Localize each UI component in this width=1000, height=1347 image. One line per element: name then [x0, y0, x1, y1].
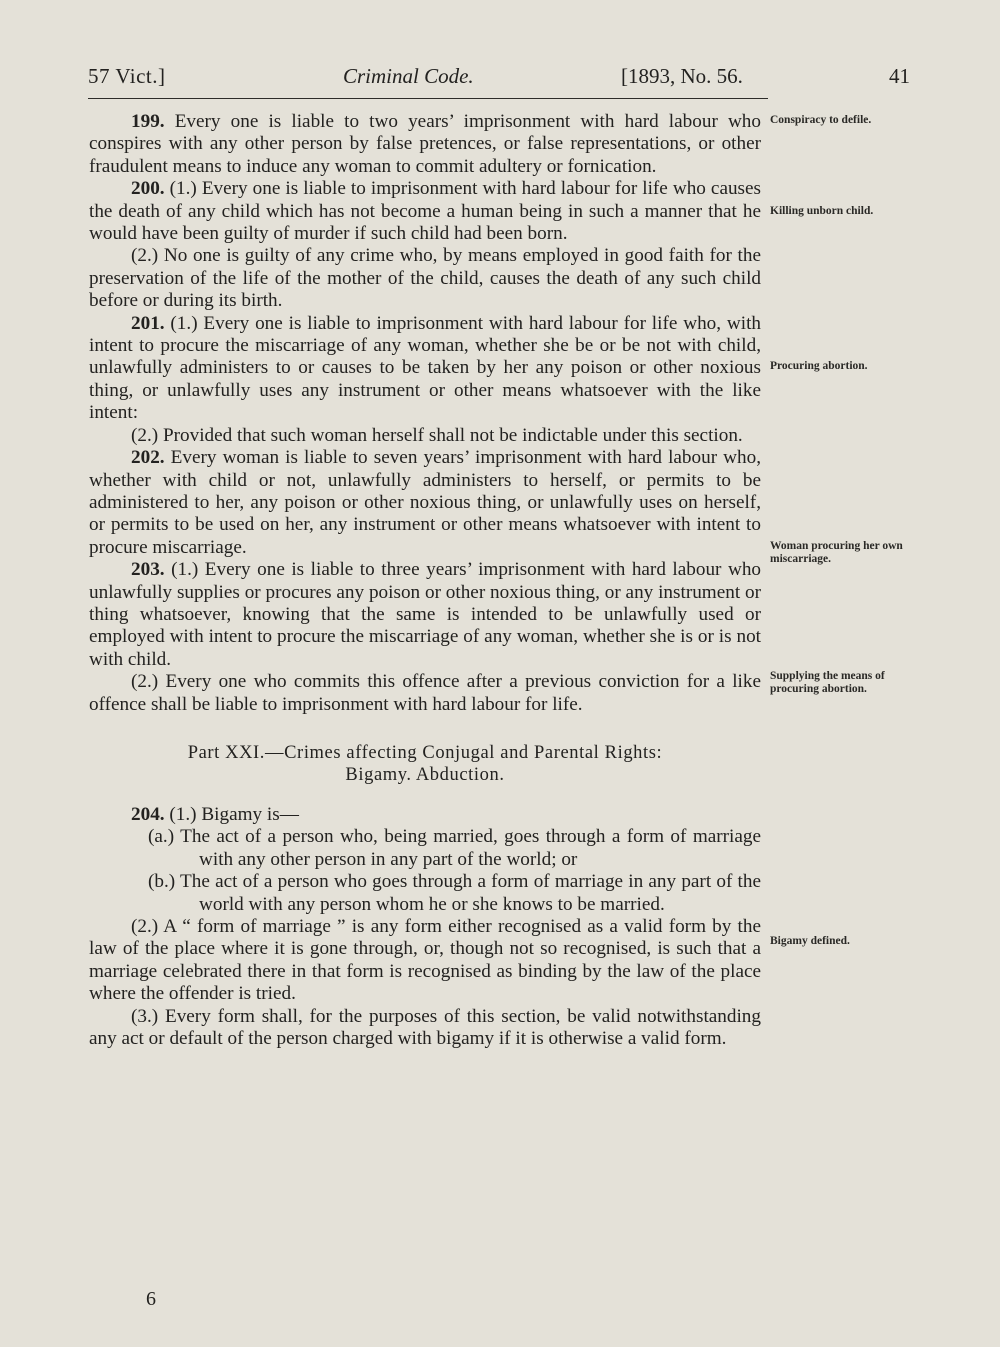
section-203-subsection-2: (2.) Every one who commits this offence after a previous conviction for a like offence shall be liable to imprisonment with hard labour for life. — [89, 671, 761, 715]
section-200-subsection-2: (2.) No one is guilty of any crime who, by means employed in good faith for the preservation of the life of the mother of the child, causes the death of any such child before or during its birth. — [89, 245, 761, 312]
margin-note-killing-unborn-child: Killing unborn child. — [770, 205, 874, 217]
section-text: (1.) Bigamy is— — [169, 803, 299, 825]
page-number: 41 — [889, 64, 910, 88]
section-204-item-b: (b.) The act of a person who goes through a form of marriage in any part of the world with any person whom he or she knows to be married. — [148, 871, 761, 915]
section-number: 202. — [131, 447, 165, 469]
header-rule — [88, 98, 768, 99]
section-text: (1.) Every one is liable to imprisonment with hard labour for life who, with intent to procure the miscarriage of any woman, whether she be or be not with child, unlawfully administers to or causes to be taken by her any poison or other noxious thing, or unlawfully uses any instrument or other means whatsoever with the like intent: — [89, 312, 761, 424]
part-heading-line-1: Part XXI.—Crimes affecting Conjugal and Parental Rights: — [187, 742, 663, 763]
margin-note-bigamy-defined: Bigamy defined. — [770, 935, 850, 947]
header-title: Criminal Code. — [343, 64, 474, 88]
section-number: 199. — [131, 111, 165, 132]
section-204-subsection-2: (2.) A “ form of marriage ” is any form either recognised as a valid form by the law of the place where it is gone through, or, though not so recognised, is such that a marriage celebrated there in that form is recognised as binding by the law of the place where the offender is tried. — [89, 916, 761, 1005]
section-201-subsection-2: (2.) Provided that such woman herself shall not be indictable under this section. — [131, 424, 743, 446]
section-number: 204. — [131, 803, 165, 825]
main-text — [89, 111, 761, 1050]
running-header — [88, 64, 910, 94]
section-204 — [89, 804, 761, 826]
margin-note-procuring-abortion: Procuring abortion. — [770, 360, 868, 372]
part-heading-line-2: Bigamy. Abduction. — [345, 764, 505, 785]
section-199 — [89, 111, 761, 178]
section-204-subsection-3: (3.) Every form shall, for the purposes of this section, be valid notwithstanding any act or default of the person charged with bigamy if it is otherwise a valid form. — [89, 1005, 761, 1050]
header-regnal-year: 57 Vict.] — [88, 64, 166, 88]
margin-note-conspiracy: Conspiracy to defile. — [770, 114, 872, 126]
part-heading — [89, 742, 761, 786]
section-202 — [89, 447, 761, 559]
section-number: 201. — [131, 312, 165, 334]
section-203 — [89, 559, 761, 671]
section-201 — [89, 313, 761, 425]
section-200 — [89, 178, 761, 245]
margin-note-woman-procuring: Woman procuring her own miscarriage. — [770, 540, 903, 565]
section-text: (1.) Every one is liable to imprisonment with hard labour for life who causes the death of any child which has not become a human being in such a manner that he would have been guilty of murder if such child had been born. — [89, 178, 762, 245]
header-act-reference: [1893, No. 56. — [621, 64, 743, 88]
section-number: 200. — [131, 178, 165, 200]
margin-note-supplying-means: Supplying the means of procuring abortion. — [770, 670, 885, 695]
section-text: Every one is liable to two years’ imprisonment with hard labour who conspires with any other person by false pretences, or false representations, or other fraudulent means to induce any woman to commit adultery or fornication. — [89, 111, 761, 177]
signature-mark: 6 — [146, 1288, 156, 1310]
section-text: (1.) Every one is liable to three years’ imprisonment with hard labour who unlawfully supplies or procures any poison or other noxious thing, or any instrument or thing whatsoever, knowing that the same is intended to be unlawfully used or employed with intent to procure the miscarriage of any woman, whether she is or is not with child. — [89, 559, 762, 670]
section-204-item-a: (a.) The act of a person who, being married, goes through a form of marriage with any other person in any part of the world; or — [148, 826, 761, 870]
section-number: 203. — [131, 559, 165, 581]
section-text: Every woman is liable to seven years’ imprisonment with hard labour who, whether with child or not, unlawfully administers to herself, or permits to be administered to her, any poison or other noxious thing, or unlawfully uses on herself, or permits to be used on her, any instrument or other means whatsoever with intent to procure miscarriage. — [89, 447, 762, 558]
